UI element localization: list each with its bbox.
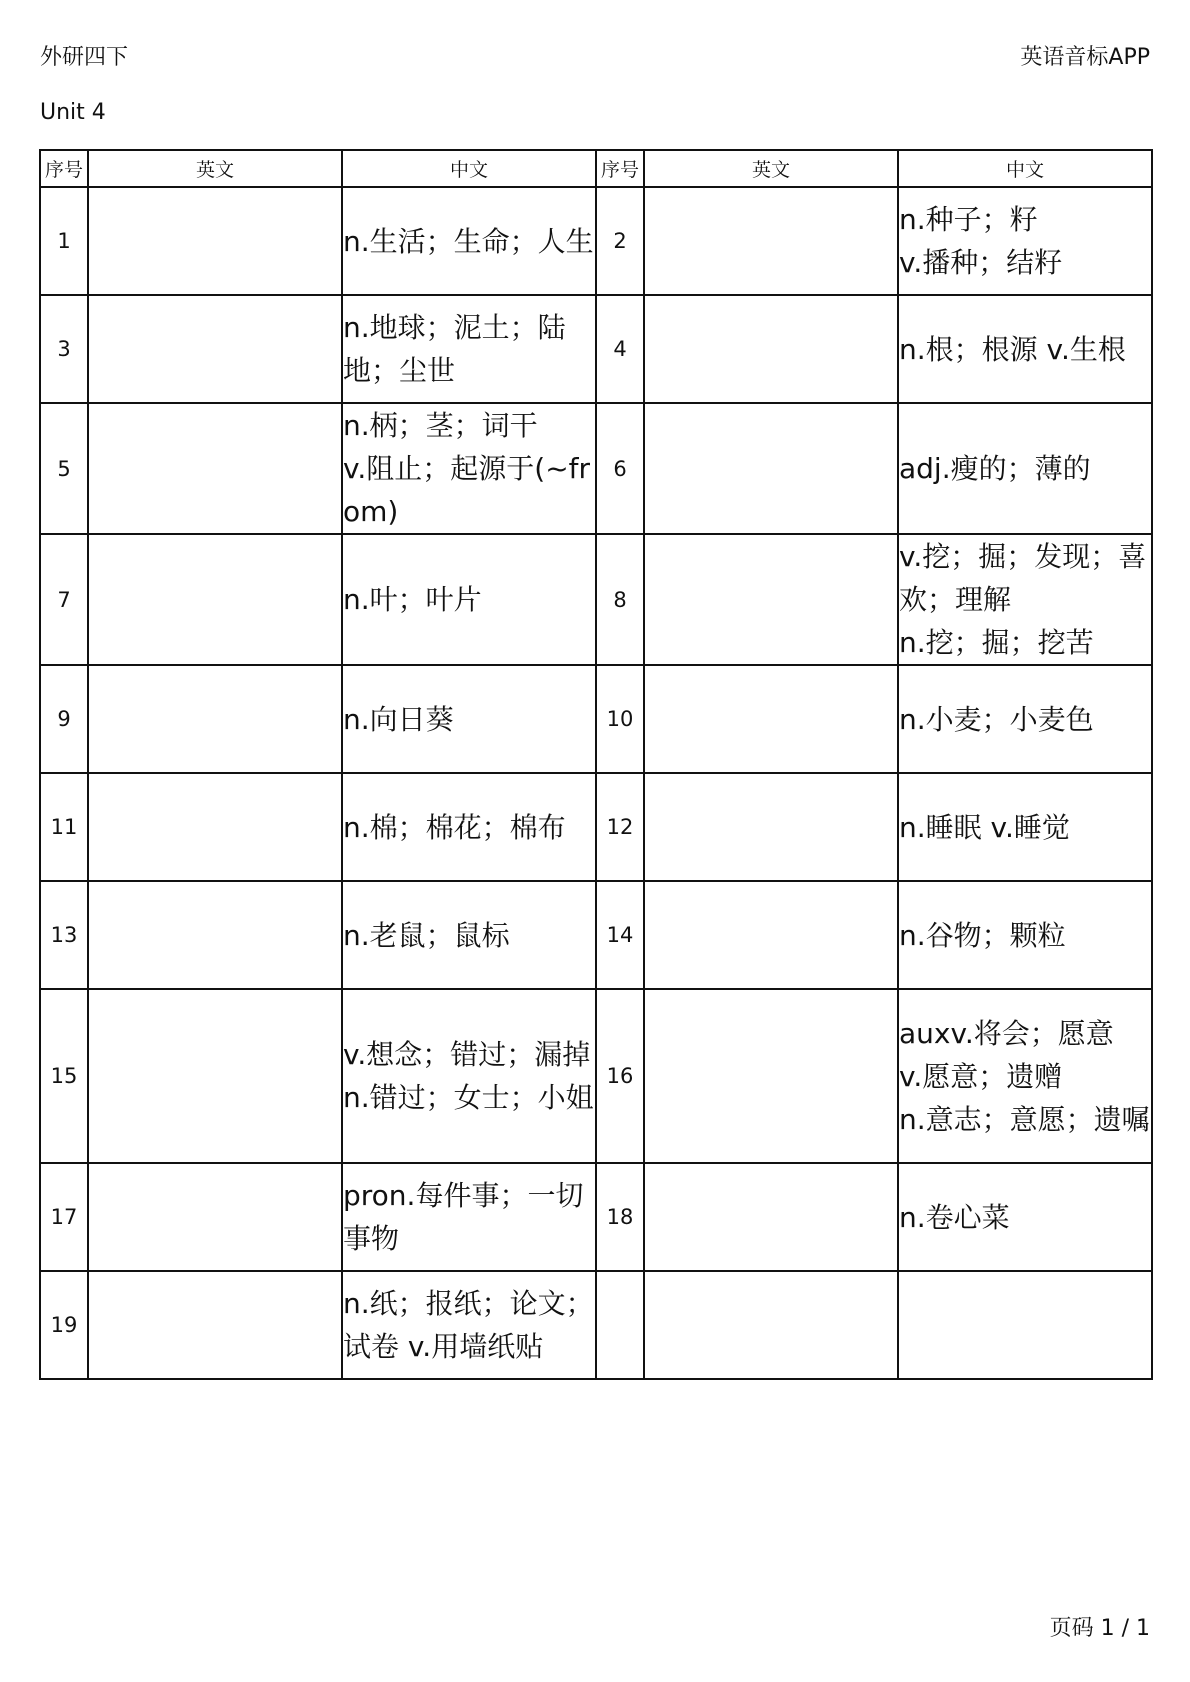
word-number-left: 5: [40, 403, 88, 534]
header-chinese-left: 中文: [342, 150, 596, 187]
word-number-left: 15: [40, 989, 88, 1163]
word-number-right: 16: [596, 989, 644, 1163]
english-blank-left: [88, 1163, 342, 1271]
table-row: [40, 403, 1152, 534]
english-blank-left: [88, 403, 342, 534]
chinese-meaning-right: [898, 881, 1152, 989]
english-blank-right: [644, 1271, 898, 1379]
english-blank-right: [644, 773, 898, 881]
chinese-meaning-right: [898, 187, 1152, 295]
header-number-right: 序号: [596, 150, 644, 187]
table-header-row: [40, 150, 1152, 187]
word-number-left: 9: [40, 665, 88, 773]
word-number-left: 19: [40, 1271, 88, 1379]
chinese-meaning-right: [898, 1271, 1152, 1379]
english-blank-left: [88, 187, 342, 295]
english-blank-right: [644, 187, 898, 295]
header-english-right: 英文: [644, 150, 898, 187]
chinese-meaning-line: n.谷物；颗粒: [899, 918, 1066, 952]
word-number-left: 17: [40, 1163, 88, 1271]
table-row: [40, 989, 1152, 1163]
table-row: [40, 187, 1152, 295]
word-number-right: 14: [596, 881, 644, 989]
word-number-left: 1: [40, 187, 88, 295]
chinese-meaning-left: [342, 989, 596, 1163]
page-number: 页码 1 / 1: [1049, 1616, 1150, 1641]
chinese-meaning-left: [342, 881, 596, 989]
chinese-meaning-right: [898, 534, 1152, 665]
chinese-meaning-left: [342, 403, 596, 534]
word-number-right: 2: [596, 187, 644, 295]
english-blank-right: [644, 1163, 898, 1271]
table-body: [40, 187, 1152, 1379]
table-row: [40, 881, 1152, 989]
english-blank-left: [88, 881, 342, 989]
table-row: [40, 773, 1152, 881]
english-blank-right: [644, 534, 898, 665]
english-blank-right: [644, 881, 898, 989]
chinese-meaning-line: n.种子；籽: [899, 203, 1038, 236]
header-english-left: 英文: [88, 150, 342, 187]
header-chinese-right: 中文: [898, 150, 1152, 187]
english-blank-right: [644, 989, 898, 1163]
chinese-meaning-line: n.睡眠 v.睡觉: [899, 810, 1070, 844]
word-number-right: 4: [596, 295, 644, 403]
chinese-meaning-right: [898, 403, 1152, 534]
chinese-meaning-line: n.错过；女士；小姐: [343, 1081, 594, 1114]
english-blank-left: [88, 989, 342, 1163]
chinese-meaning-line: n.地球；泥土；陆地；尘世: [343, 311, 566, 387]
english-blank-left: [88, 1271, 342, 1379]
chinese-meaning-line: adj.瘦的；薄的: [899, 452, 1091, 485]
word-number-left: 3: [40, 295, 88, 403]
chinese-meaning-line: n.小麦；小麦色: [899, 702, 1094, 736]
chinese-meaning-right: [898, 989, 1152, 1163]
chinese-meaning-line: v.播种；结籽: [899, 246, 1063, 279]
english-blank-right: [644, 403, 898, 534]
chinese-meaning-left: [342, 534, 596, 665]
word-number-right: 10: [596, 665, 644, 773]
header-right-app-name: 英语音标APP: [1020, 45, 1150, 70]
chinese-meaning-line: auxv.将会；愿意: [899, 1016, 1114, 1050]
table-row: [40, 534, 1152, 665]
english-blank-left: [88, 665, 342, 773]
word-number-right: 18: [596, 1163, 644, 1271]
chinese-meaning-line: n.纸；报纸；论文；试卷 v.用墙纸贴: [343, 1287, 594, 1363]
chinese-meaning-line: v.想念；错过；漏掉: [343, 1038, 591, 1071]
word-number-right: [596, 1271, 644, 1379]
unit-title: Unit 4: [40, 100, 106, 125]
table-row: [40, 1163, 1152, 1271]
chinese-meaning-line: v.愿意；遗赠: [899, 1059, 1063, 1093]
chinese-meaning-line: n.向日葵: [343, 702, 454, 736]
chinese-meaning-right: [898, 665, 1152, 773]
chinese-meaning-left: [342, 1271, 596, 1379]
header-number-left: 序号: [40, 150, 88, 187]
vocabulary-table: [39, 149, 1153, 1380]
word-number-right: 12: [596, 773, 644, 881]
word-number-right: 8: [596, 534, 644, 665]
chinese-meaning-line: n.根；根源 v.生根: [899, 332, 1126, 366]
table-row: [40, 665, 1152, 773]
chinese-meaning-right: [898, 773, 1152, 881]
english-blank-left: [88, 534, 342, 665]
chinese-meaning-line: pron.每件事；一切事物: [343, 1179, 584, 1255]
chinese-meaning-left: [342, 1163, 596, 1271]
chinese-meaning-left: [342, 187, 596, 295]
chinese-meaning-line: n.意志；意愿；遗嘱: [899, 1102, 1150, 1136]
header-left-title: 外研四下: [40, 45, 129, 70]
chinese-meaning-line: n.生活；生命；人生: [343, 224, 594, 258]
chinese-meaning-right: [898, 295, 1152, 403]
chinese-meaning-line: n.棉；棉花；棉布: [343, 810, 566, 844]
chinese-meaning-line: n.老鼠；鼠标: [343, 918, 510, 952]
english-blank-right: [644, 665, 898, 773]
table-row: [40, 295, 1152, 403]
table-row: [40, 1271, 1152, 1379]
chinese-meaning-right: [898, 1163, 1152, 1271]
english-blank-left: [88, 295, 342, 403]
word-number-right: 6: [596, 403, 644, 534]
chinese-meaning-left: [342, 665, 596, 773]
chinese-meaning-left: [342, 773, 596, 881]
chinese-meaning-line: v.挖；掘；发现；喜欢；理解: [899, 540, 1147, 616]
chinese-meaning-line: v.阻止；起源于(~from): [343, 452, 591, 528]
chinese-meaning-line: n.挖；掘；挖苦: [899, 626, 1094, 659]
word-number-left: 7: [40, 534, 88, 665]
chinese-meaning-line: n.卷心菜: [899, 1200, 1010, 1234]
english-blank-right: [644, 295, 898, 403]
chinese-meaning-line: n.柄；茎；词干: [343, 409, 538, 442]
chinese-meaning-line: n.叶；叶片: [343, 583, 482, 616]
chinese-meaning-left: [342, 295, 596, 403]
word-number-left: 13: [40, 881, 88, 989]
english-blank-left: [88, 773, 342, 881]
word-number-left: 11: [40, 773, 88, 881]
